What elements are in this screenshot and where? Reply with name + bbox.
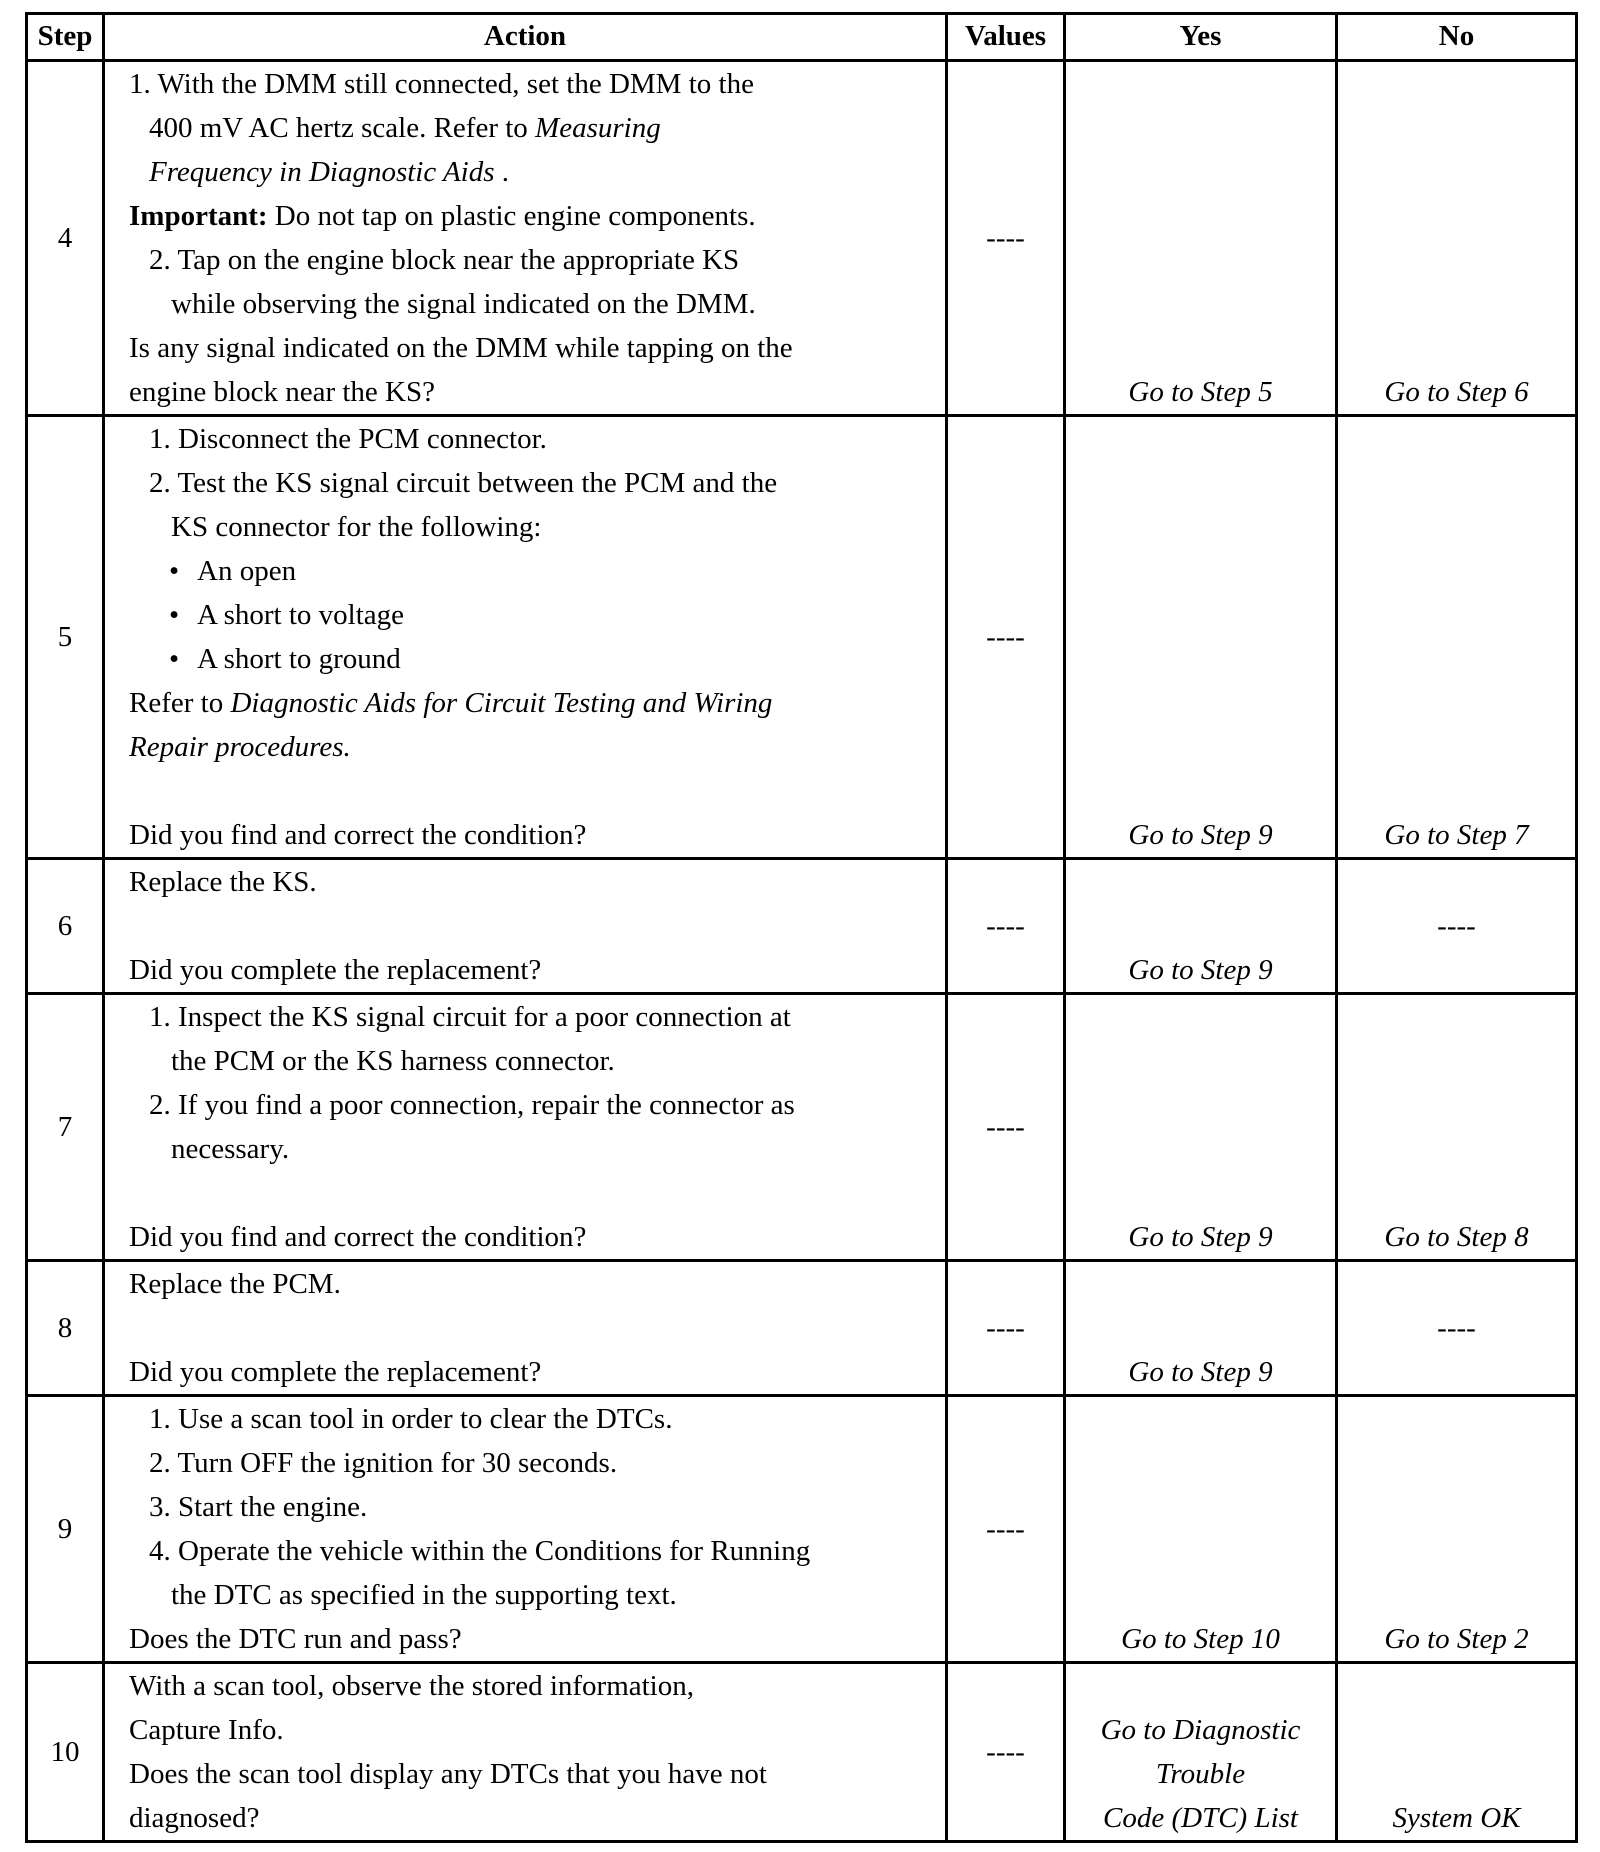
action-line: Replace the PCM. <box>129 1268 341 1300</box>
values-cell: ---- <box>947 859 1065 994</box>
action-question: Did you complete the replacement? <box>129 954 542 986</box>
bullet-text: A short to voltage <box>197 599 405 631</box>
yes-link[interactable]: Go to Step 9 <box>1065 859 1337 994</box>
bullet-item <box>129 593 933 637</box>
yes-link-line[interactable]: Trouble <box>1155 1758 1246 1790</box>
action-cell <box>104 994 947 1261</box>
important-note <box>129 194 933 238</box>
table-row <box>27 1261 1577 1396</box>
action-text: Refer to <box>129 687 231 719</box>
important-label: Important: <box>129 200 268 232</box>
bullet-icon: • <box>169 643 180 675</box>
important-text: Do not tap on plastic engine components. <box>267 200 756 232</box>
yes-link[interactable]: Go to Step 9 <box>1065 1261 1337 1396</box>
values-cell: ---- <box>947 1396 1065 1663</box>
action-line <box>129 106 933 150</box>
action-question: Is any signal indicated on the DMM while tapping on the <box>129 332 793 364</box>
yes-link[interactable]: Go to Step 9 <box>1065 416 1337 859</box>
action-question: engine block near the KS? <box>129 376 436 408</box>
action-line: the DTC as specified in the supporting text. <box>171 1579 677 1611</box>
no-value: ---- <box>1337 859 1577 994</box>
step-number: 9 <box>27 1396 104 1663</box>
header-no: No <box>1337 14 1577 61</box>
header-action: Action <box>104 14 947 61</box>
no-link[interactable]: Go to Step 8 <box>1337 994 1577 1261</box>
action-line: KS connector for the following: <box>171 511 542 543</box>
action-line <box>129 681 933 725</box>
step-number: 6 <box>27 859 104 994</box>
reference-link[interactable]: Repair procedures. <box>129 731 351 763</box>
reference-link[interactable]: Frequency in Diagnostic Aids <box>149 156 495 188</box>
bullet-text: An open <box>197 555 297 587</box>
step-number: 4 <box>27 61 104 416</box>
action-line: while observing the signal indicated on the DMM. <box>171 288 756 320</box>
reference-link[interactable]: Measuring <box>535 112 661 144</box>
bullet-item <box>129 549 933 593</box>
bullet-item <box>129 637 933 681</box>
spacer <box>129 904 933 948</box>
step-number: 10 <box>27 1663 104 1842</box>
header-yes: Yes <box>1065 14 1337 61</box>
action-line: With a scan tool, observe the stored information, <box>129 1670 694 1702</box>
action-cell <box>104 416 947 859</box>
step-number: 7 <box>27 994 104 1261</box>
table-row <box>27 1663 1577 1842</box>
table-row <box>27 859 1577 994</box>
action-line: 1. Inspect the KS signal circuit for a poor connection at <box>149 1001 791 1033</box>
no-value: ---- <box>1337 1261 1577 1396</box>
action-question: Does the scan tool display any DTCs that you have not <box>129 1758 767 1790</box>
no-result: System OK <box>1337 1663 1577 1842</box>
no-link[interactable]: Go to Step 6 <box>1337 61 1577 416</box>
action-line: 4. Operate the vehicle within the Conditions for Running <box>149 1535 811 1567</box>
action-question: Did you find and correct the condition? <box>129 1221 587 1253</box>
action-question: Did you find and correct the condition? <box>129 819 587 851</box>
action-question: diagnosed? <box>129 1802 260 1834</box>
table-row <box>27 1396 1577 1663</box>
no-link[interactable]: Go to Step 2 <box>1337 1396 1577 1663</box>
step-number: 8 <box>27 1261 104 1396</box>
bullet-icon: • <box>169 555 180 587</box>
action-cell <box>104 61 947 416</box>
action-line: Replace the KS. <box>129 866 317 898</box>
action-question: Did you complete the replacement? <box>129 1356 542 1388</box>
bullet-text: A short to ground <box>197 643 401 675</box>
action-line: the PCM or the KS harness connector. <box>171 1045 615 1077</box>
action-line: Capture Info. <box>129 1714 284 1746</box>
header-row <box>27 14 1577 61</box>
action-cell <box>104 1396 947 1663</box>
yes-link[interactable] <box>1065 1663 1337 1842</box>
spacer <box>129 769 933 813</box>
action-line: 2. If you find a poor connection, repair the connector as <box>149 1089 795 1121</box>
step-number: 5 <box>27 416 104 859</box>
action-line: necessary. <box>171 1133 290 1165</box>
action-line: 2. Tap on the engine block near the appropriate KS <box>149 244 740 276</box>
action-line: 2. Test the KS signal circuit between the PCM and the <box>149 467 778 499</box>
action-cell <box>104 1663 947 1842</box>
values-cell: ---- <box>947 416 1065 859</box>
no-link[interactable]: Go to Step 7 <box>1337 416 1577 859</box>
action-line: 3. Start the engine. <box>149 1491 368 1523</box>
action-line: 1. With the DMM still connected, set the DMM to the <box>129 68 754 100</box>
action-cell <box>104 1261 947 1396</box>
values-cell: ---- <box>947 1663 1065 1842</box>
action-cell <box>104 859 947 994</box>
yes-link-line[interactable]: Code (DTC) List <box>1103 1802 1298 1834</box>
action-text: . <box>494 156 510 188</box>
yes-link[interactable]: Go to Step 10 <box>1065 1396 1337 1663</box>
yes-link-line[interactable]: Go to Diagnostic <box>1100 1714 1301 1746</box>
values-cell: ---- <box>947 1261 1065 1396</box>
action-line <box>129 150 933 194</box>
table-row <box>27 61 1577 416</box>
spacer <box>129 1171 933 1215</box>
action-question: Does the DTC run and pass? <box>129 1623 462 1655</box>
action-text: 400 mV AC hertz scale. Refer to <box>149 112 536 144</box>
action-line: 1. Use a scan tool in order to clear the DTCs. <box>149 1403 673 1435</box>
table-row <box>27 994 1577 1261</box>
spacer <box>129 1306 933 1350</box>
reference-link[interactable]: Diagnostic Aids for Circuit Testing and Wiring <box>230 687 773 719</box>
header-step: Step <box>27 14 104 61</box>
diagnostic-table <box>25 12 1578 1843</box>
bullet-icon: • <box>169 599 180 631</box>
action-line: 1. Disconnect the PCM connector. <box>149 423 547 455</box>
values-cell: ---- <box>947 994 1065 1261</box>
yes-link[interactable]: Go to Step 9 <box>1065 994 1337 1261</box>
action-line: 2. Turn OFF the ignition for 30 seconds. <box>149 1447 618 1479</box>
values-cell: ---- <box>947 61 1065 416</box>
table-row <box>27 416 1577 859</box>
header-values: Values <box>947 14 1065 61</box>
yes-link[interactable]: Go to Step 5 <box>1065 61 1337 416</box>
